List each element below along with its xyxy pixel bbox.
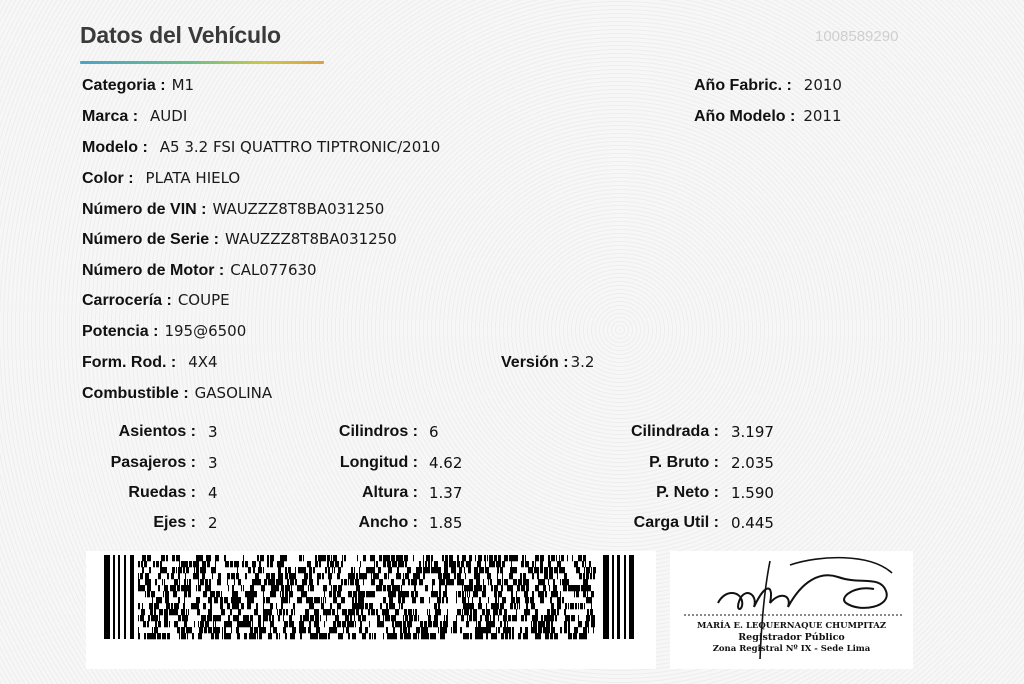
field-value: WAUZZZ8T8BA031250 [224, 230, 397, 248]
field-label: Color : [82, 170, 134, 187]
field-label: Marca : [82, 108, 139, 125]
spec-value-ancho: 1.85 [429, 514, 463, 532]
field-label: Año Fabric. : [694, 77, 792, 94]
spec-value-carga-util: 0.445 [731, 514, 774, 532]
field-vin [82, 200, 384, 219]
field-potencia [82, 322, 246, 341]
spec-label-cilindrada: Cilindrada : [630, 423, 719, 440]
spec-label-cilindros: Cilindros : [338, 423, 418, 440]
field-label: Carrocería : [82, 292, 172, 309]
field-form-rod [82, 353, 218, 372]
spec-label-ruedas: Ruedas : [128, 484, 196, 501]
field-value: CAL077630 [230, 261, 317, 279]
field-value: WAUZZZ8T8BA031250 [212, 200, 385, 218]
field-label: Form. Rod. : [82, 354, 177, 371]
signer-name: MARÍA E. LEQUERNAQUE CHUMPITAZ [696, 621, 887, 631]
field-color [82, 169, 240, 188]
field-value: GASOLINA [194, 384, 273, 402]
field-value: AUDI [150, 107, 188, 125]
spec-value-longitud: 4.62 [429, 454, 463, 472]
field-value: 195@6500 [164, 322, 247, 340]
field-value: COUPE [177, 291, 230, 309]
field-serie [82, 230, 397, 249]
spec-value-pasajeros: 3 [208, 454, 218, 472]
field-label: Año Modelo : [694, 108, 796, 125]
field-modelo [82, 138, 440, 157]
field-label: Versión : [501, 354, 569, 371]
spec-label-ancho: Ancho : [358, 514, 418, 531]
spec-label-longitud: Longitud : [339, 454, 418, 471]
field-label: Categoria : [82, 77, 166, 94]
spec-value-cilindros: 6 [429, 423, 439, 441]
spec-label-p-bruto: P. Bruto : [649, 454, 719, 471]
field-version [501, 353, 594, 372]
field-categoria [82, 76, 194, 95]
spec-label-ejes: Ejes : [153, 514, 196, 531]
pdf417-barcode-icon [86, 551, 656, 669]
field-label: Potencia : [82, 323, 159, 340]
spec-label-altura: Altura : [362, 484, 418, 501]
signature-panel [670, 551, 913, 669]
spec-value-p-bruto: 2.035 [731, 454, 774, 472]
field-label: Modelo : [82, 139, 148, 156]
field-anio-modelo [694, 107, 842, 126]
field-marca [82, 107, 187, 126]
spec-label-asientos: Asientos : [118, 423, 196, 440]
spec-value-cilindrada: 3.197 [731, 423, 774, 441]
field-label: Combustible : [82, 385, 189, 402]
field-anio-fabric [694, 76, 842, 95]
spec-value-p-neto: 1.590 [731, 484, 774, 502]
field-label: Número de VIN : [82, 201, 207, 218]
field-combustible [82, 384, 272, 403]
field-value: M1 [171, 76, 195, 94]
field-motor [82, 261, 317, 280]
spec-value-altura: 1.37 [429, 484, 463, 502]
field-value: 4X4 [188, 353, 218, 371]
spec-label-p-neto: P. Neto : [656, 484, 719, 501]
spec-label-pasajeros: Pasajeros : [110, 454, 196, 471]
spec-value-ejes: 2 [208, 514, 218, 532]
signer-office: Zona Registral Nº IX - Sede Lima [712, 644, 871, 654]
field-value: PLATA HIELO [145, 169, 241, 187]
field-carroceria [82, 291, 230, 310]
spec-value-ruedas: 4 [208, 484, 218, 502]
barcode-panel [86, 551, 656, 669]
page-title: Datos del Vehículo [80, 22, 281, 48]
field-value: 2011 [803, 107, 842, 125]
field-value: 2010 [803, 76, 842, 94]
document-number: 1008589290 [815, 28, 899, 45]
spec-value-asientos: 3 [208, 423, 218, 441]
field-value: 3.2 [570, 353, 595, 371]
spec-label-carga-util: Carga Util : [633, 514, 719, 531]
field-label: Número de Motor : [82, 262, 225, 279]
field-label: Número de Serie : [82, 231, 219, 248]
field-value: A5 3.2 FSI QUATTRO TIPTRONIC/2010 [159, 138, 441, 156]
title-underline [80, 61, 324, 64]
signer-role: Registrador Público [738, 632, 845, 643]
